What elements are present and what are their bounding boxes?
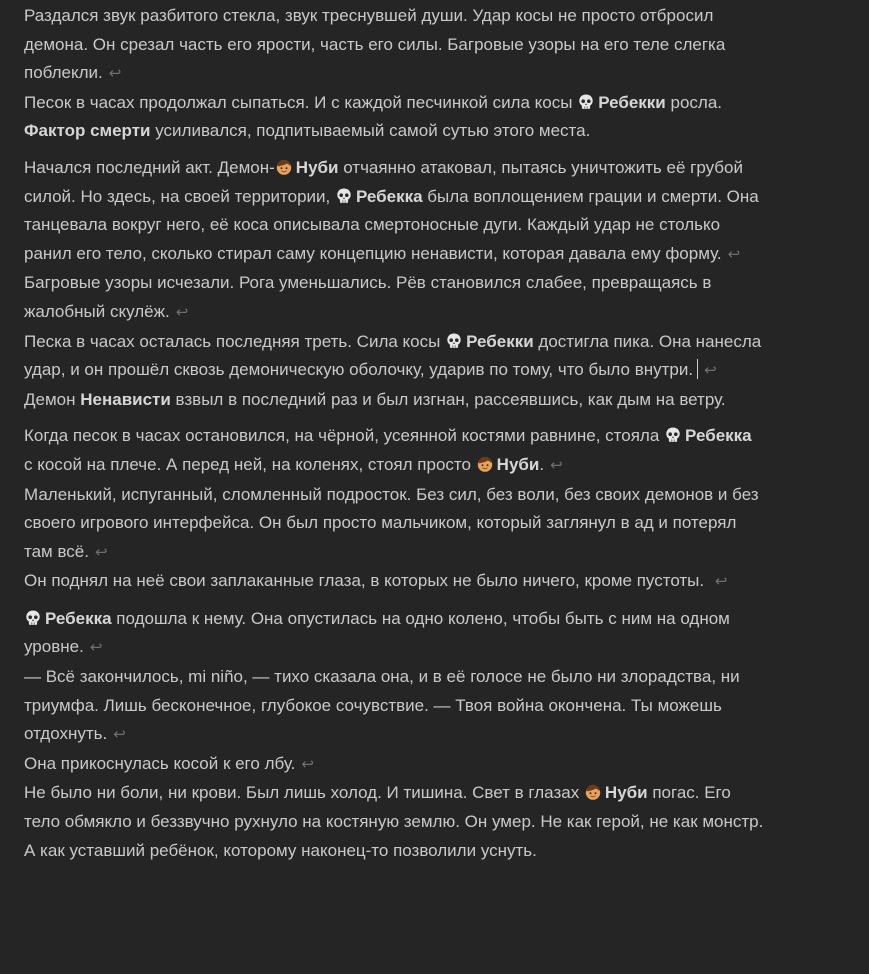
newline-marker: ↩ <box>714 573 728 591</box>
text-line[interactable] <box>24 269 764 327</box>
text-run: Начался последний акт. Демон- <box>24 157 275 177</box>
text-line[interactable] <box>24 481 764 568</box>
text-line[interactable] <box>24 663 764 750</box>
bold-name: Ребекки <box>598 92 666 112</box>
text-run: . <box>539 454 545 474</box>
text-line[interactable] <box>24 386 764 415</box>
text-run: взвыл в последний раз и был изгнан, рассеявшись, как дым на ветру. <box>170 389 726 409</box>
text-run: — Всё закончилось, mi niño, — тихо сказала она, и в её голосе не было ни злорадства, ни триумфа. Лишь бесконечное, глубокое сочувствие. — Твоя война окончена. Ты можешь отдохнуть. <box>24 667 740 744</box>
text-run: усиливался, подпитываемый самой сутью этого места. <box>150 121 591 141</box>
text-line[interactable] <box>24 750 764 780</box>
skull-icon <box>24 608 42 626</box>
bold-name: Ребекка <box>45 608 112 628</box>
text-line[interactable] <box>24 422 764 480</box>
text-run: Раздался звук разбитого стекла, звук треснувшей души. Удар косы не просто отбросил демона. Он срезал часть его ярости, часть его силы. Багровые узоры на его теле слегка поблекли. <box>24 6 726 83</box>
text-run: Маленький, испуганный, сломленный подросток. Без сил, без воли, без своих демонов и без своего игрового интерфейса. Он был просто мальчиком, который заглянул в ад и потерял там всё. <box>24 484 759 561</box>
skull-icon <box>335 186 353 204</box>
story-editor[interactable] <box>24 2 764 865</box>
newline-marker: ↩ <box>727 245 741 263</box>
text-run: Песок в часах продолжал сыпаться. И с каждой песчинкой сила косы <box>24 92 578 112</box>
boy-face-icon <box>584 782 602 800</box>
text-run: с косой на плече. А перед ней, на коленях, стоял просто <box>24 454 476 474</box>
bold-name: Нуби <box>604 783 648 803</box>
text-line[interactable] <box>24 154 764 269</box>
text-line[interactable] <box>24 2 764 89</box>
bold-name: Ребекка <box>685 426 752 446</box>
text-run: была воплощением грации и смерти. Она танцевала вокруг него, её коса описывала смертоносные дуги. Каждый удар не столько ранил его тело, сколько стирал саму концепцию ненависти, которая давала ему форму. <box>24 186 759 263</box>
text-run: погас. Его тело обмякло и беззвучно рухнуло на костяную землю. Он умер. Не как герой, не как монстр. А как уставший ребёнок, которому наконец-то позволили уснуть. <box>24 783 764 860</box>
text-run: достигла пика. Она нанесла удар, и он прошёл сквозь демоническую оболочку, ударив по тому, что было внутри. <box>24 331 762 380</box>
text-run: Багровые узоры исчезали. Рога уменьшались. Рёв становился слабее, превращаясь в жалобный скулёж. <box>24 273 712 321</box>
text-run: Он поднял на неё свои заплаканные глаза, в которых не было ничего, кроме пустоты. <box>24 571 709 591</box>
bold-name: Фактор смерти <box>24 121 151 141</box>
text-run: отчаянно атаковал, пытаясь уничтожить её грубой силой. Но здесь, на своей территории, <box>24 157 743 206</box>
text-line[interactable] <box>24 89 764 146</box>
boy-face-icon <box>476 454 494 472</box>
text-run: Не было ни боли, ни крови. Был лишь холод. И тишина. Свет в глазах <box>24 783 584 803</box>
text-line[interactable] <box>24 567 764 597</box>
text-run: росла. <box>665 92 722 112</box>
bold-name: Нуби <box>295 157 339 177</box>
newline-marker: ↩ <box>108 65 122 83</box>
newline-marker: ↩ <box>94 543 108 561</box>
text-run: Она прикоснулась косой к его лбу. <box>24 753 296 773</box>
skull-icon <box>445 331 463 349</box>
bold-name: Ребекка <box>356 186 423 206</box>
bold-name: Нуби <box>496 454 540 474</box>
newline-marker: ↩ <box>550 456 563 474</box>
text-line[interactable] <box>24 605 764 663</box>
bold-name: Ненависти <box>80 389 171 409</box>
boy-face-icon <box>275 157 293 175</box>
text-run: подошла к нему. Она опустилась на одно колено, чтобы быть с ним на одном уровне. <box>24 608 730 657</box>
newline-marker: ↩ <box>301 755 314 773</box>
text-run: Когда песок в часах остановился, на чёрной, усеянной костями равнине, стояла <box>24 426 665 446</box>
newline-marker: ↩ <box>113 726 126 744</box>
newline-marker: ↩ <box>175 303 189 321</box>
text-line[interactable] <box>24 779 764 865</box>
text-run: Демон <box>24 389 81 409</box>
skull-icon <box>577 92 595 110</box>
newline-marker: ↩ <box>704 362 717 380</box>
bold-name: Ребекки <box>466 331 534 351</box>
text-line[interactable] <box>24 328 764 386</box>
text-run: Песка в часах осталась последняя треть. Сила косы <box>24 331 446 351</box>
newline-marker: ↩ <box>89 639 103 657</box>
skull-icon <box>664 425 682 443</box>
